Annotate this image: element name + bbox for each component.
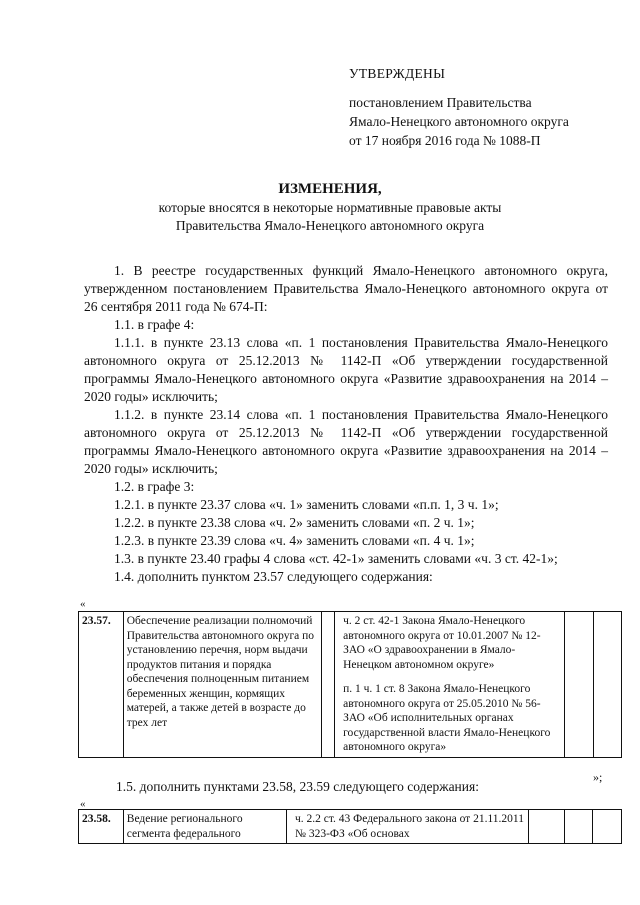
paragraph-1: 1. В реестре государственных функций Ямало-Ненецкого автономного округа, утвержденном постановлением Правительства Ямало-Ненецкого автономного округа от 26 сентября 2011 года № 674-П: (84, 263, 608, 314)
paragraph-1-2: 1.2. в графе 3: (114, 479, 195, 494)
approval-line-3: от 17 ноября 2016 года № 1088-П (349, 133, 541, 148)
item-legal-basis (335, 612, 565, 758)
item-description: Обеспечение реализации полномочий Правительства автономного округа по установлению перечня, норм выдачи продуктов питания и порядка обеспечения полноценным питанием беременных женщин, кормящих матерей, а также детей в возрасте до трех лет (123, 612, 322, 758)
paragraph-1-1-2: 1.1.2. в пункте 23.14 слова «п. 1 постановления Правительства Ямало-Ненецкого автономного округа от 25.12.2013 № 1142-П «Об утверждении государственной программы Ямало-Ненецкого автономного округа «Развитие здравоохранения на 2014 – 2020 годы» исключить; (84, 407, 608, 476)
open-quote-1: « (80, 598, 86, 610)
legal-basis-2: п. 1 ч. 1 ст. 8 Закона Ямало-Ненецкого автономного округа от 25.05.2010 № 56-ЗАО «Об исполнительных органах государственной власти Ямало-Ненецкого автономного округа» (343, 683, 551, 753)
approval-block (349, 64, 629, 150)
close-quote: »; (593, 770, 603, 784)
table-row (79, 612, 622, 758)
paragraph-1-1-1: 1.1.1. в пункте 23.13 слова «п. 1 постановления Правительства Ямало-Ненецкого автономного округа от 25.12.2013 № 1142-П «Об утверждении государственной программы Ямало-Ненецкого автономного округа «Развитие здравоохранения на 2014 – 2020 годы» исключить; (84, 335, 608, 404)
legal-basis-1: ч. 2 ст. 42-1 Закона Ямало-Ненецкого автономного округа от 10.01.2007 № 12-ЗАО «О здравоохранении в Ямало-Ненецком автономном округе» (343, 615, 541, 671)
document-title (60, 180, 600, 235)
item-number: 23.58. (79, 810, 124, 844)
item-number: 23.57. (79, 612, 124, 758)
approval-heading: УТВЕРЖДЕНЫ (349, 66, 446, 81)
paragraph-1-2-2: 1.2.2. в пункте 23.38 слова «ч. 2» заменить словами «п. 2 ч. 1»; (114, 515, 475, 530)
title-main: ИЗМЕНЕНИЯ, (278, 181, 382, 197)
paragraph-1-4: 1.4. дополнить пунктом 23.57 следующего содержания: (114, 569, 433, 584)
paragraph-1-3: 1.3. в пункте 23.40 графы 4 слова «ст. 42-1» заменить словами «ч. 3 ст. 42-1»; (114, 551, 558, 566)
approval-line-2: Ямало-Ненецкого автономного округа (349, 114, 569, 129)
paragraph-1-5: 1.5. дополнить пунктами 23.58, 23.59 следующего содержания: (116, 779, 479, 794)
table-item-23-58 (78, 809, 622, 844)
title-sub-2: Правительства Ямало-Ненецкого автономного округа (175, 218, 485, 233)
document-body (84, 262, 608, 586)
approval-line-1: постановлением Правительства (349, 95, 532, 110)
paragraph-1-2-1: 1.2.1. в пункте 23.37 слова «ч. 1» заменить словами «п.п. 1, 3 ч. 1»; (114, 497, 499, 512)
table-item-23-57 (78, 611, 622, 758)
table-row (79, 810, 622, 844)
open-quote-2: « (80, 798, 86, 810)
paragraph-1-2-3: 1.2.3. в пункте 23.39 слова «ч. 4» заменить словами «п. 4 ч. 1»; (114, 533, 475, 548)
title-sub-1: которые вносятся в некоторые нормативные правовые акты (158, 200, 502, 215)
paragraph-1-1: 1.1. в графе 4: (114, 317, 195, 332)
item-description: Ведение регионального сегмента федерального (123, 810, 286, 844)
item-legal-basis: ч. 2.2 ст. 43 Федерального закона от 21.11.2011 № 323-ФЗ «Об основах (286, 810, 528, 844)
